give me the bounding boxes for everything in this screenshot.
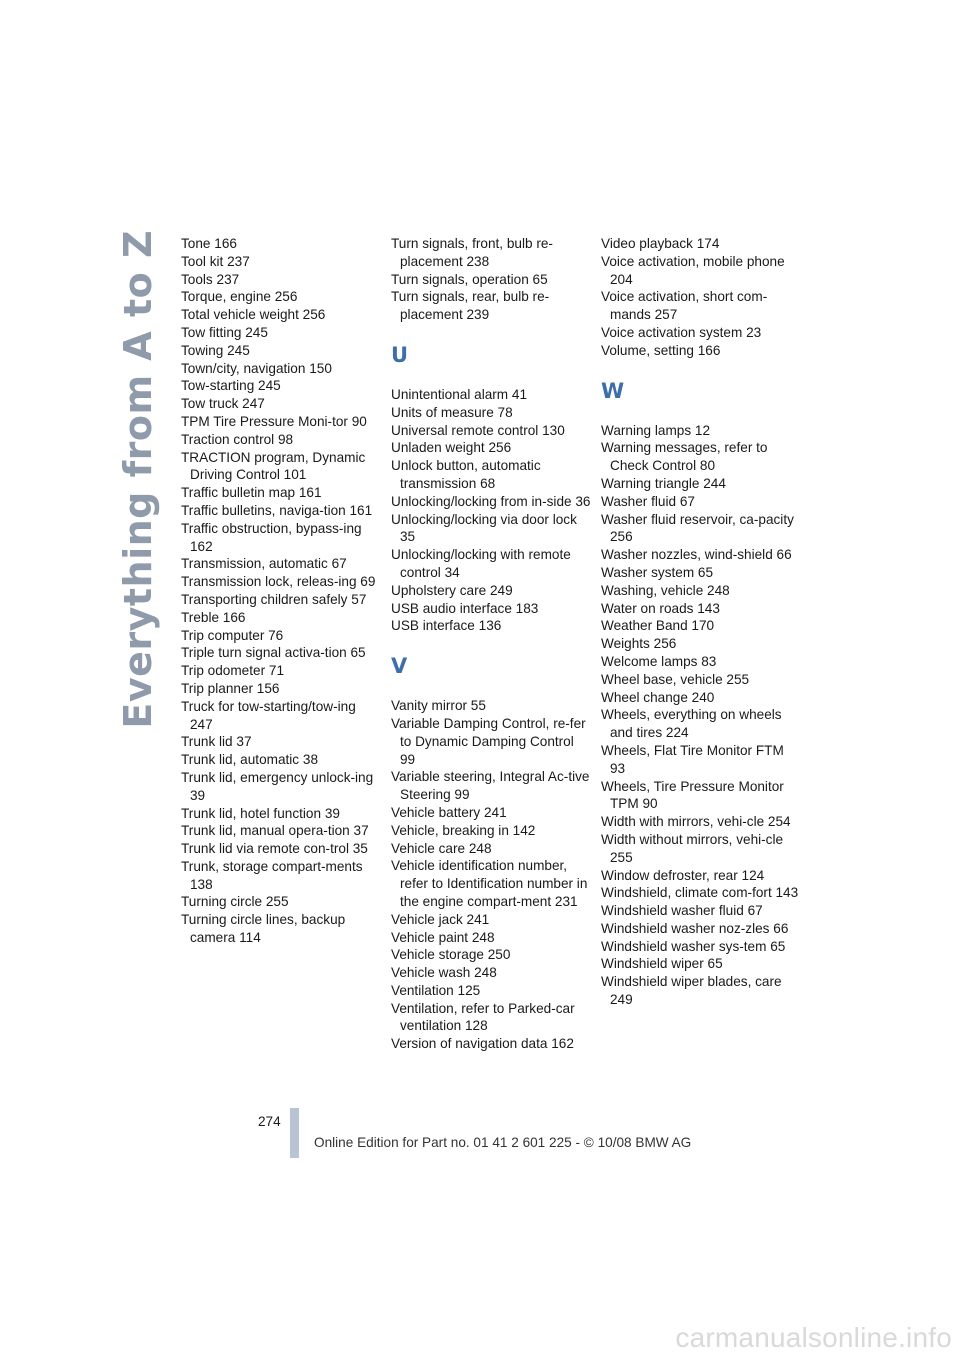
- index-entry: Wheels, everything on wheels and tires 224: [601, 707, 782, 741]
- index-entry: Trunk lid, hotel function 39: [181, 805, 340, 821]
- index-entry: Volume, setting 166: [601, 342, 721, 358]
- index-entry: Vehicle jack 241: [391, 911, 490, 927]
- index-entry: Units of measure 78: [391, 404, 513, 420]
- index-entry: Traffic bulletin map 161: [181, 485, 322, 501]
- index-entry: Turning circle 255: [181, 894, 289, 910]
- index-entry: Trunk, storage compart-ments 138: [181, 858, 363, 892]
- index-entry: Trunk lid, manual opera-tion 37: [181, 823, 369, 839]
- index-entry: Treble 166: [181, 609, 246, 625]
- index-entry: Wheels, Tire Pressure Monitor TPM 90: [601, 778, 784, 812]
- index-entry: Ventilation, refer to Parked-car ventilation 128: [391, 1000, 575, 1034]
- index-entry: Upholstery care 249: [391, 582, 513, 598]
- index-entry: Trip computer 76: [181, 627, 284, 643]
- index-entry: Towing 245: [181, 342, 250, 358]
- index-entry: Turn signals, operation 65: [391, 271, 548, 287]
- index-entry: USB audio interface 183: [391, 600, 539, 616]
- index-entry: Version of navigation data 162: [391, 1036, 574, 1052]
- index-entry: Total vehicle weight 256: [181, 307, 326, 323]
- index-entry: Width without mirrors, vehi-cle 255: [601, 831, 784, 865]
- watermark: carmanualsonline.info: [675, 1322, 952, 1353]
- index-entry: Unlocking/locking with remote control 34: [391, 547, 571, 580]
- index-entry: Windshield wiper blades, care 249: [601, 974, 782, 1008]
- index-entry: Voice activation system 23: [601, 324, 762, 340]
- index-entry: Washer nozzles, wind-shield 66: [601, 547, 792, 563]
- index-entry: Traction control 98: [181, 431, 294, 447]
- index-entry: Window defroster, rear 124: [601, 867, 765, 883]
- index-entry: Truck for tow-starting/tow-ing 247: [181, 698, 356, 732]
- index-entry: Vehicle wash 248: [391, 965, 497, 981]
- index-entry: Warning messages, refer to Check Control 80: [601, 440, 768, 474]
- index-entry: Warning lamps 12: [601, 422, 711, 438]
- index-entry: Video playback 174: [601, 236, 720, 251]
- index-entry: Tools 237: [181, 271, 240, 287]
- index-entry: Tow fitting 245: [181, 324, 268, 340]
- index-entry: Vehicle care 248: [391, 840, 492, 856]
- index-entry: Trunk lid, emergency unlock-ing 39: [181, 769, 374, 803]
- index-entry: Warning triangle 244: [601, 475, 726, 491]
- index-entry: Washer fluid 67: [601, 493, 695, 509]
- index-entry: Transmission lock, releas-ing 69: [181, 574, 376, 590]
- index-entry: Vehicle, breaking in 142: [391, 822, 536, 838]
- index-entry: Unlock button, automatic transmission 68: [391, 458, 541, 491]
- index-entry: Tow-starting 245: [181, 378, 281, 394]
- index-entry: Triple turn signal activa-tion 65: [181, 645, 366, 661]
- index-entry: Tone 166: [181, 236, 237, 251]
- index-entry: Weights 256: [601, 636, 677, 652]
- index-entry: Windshield, climate com-fort 143: [601, 885, 799, 901]
- letter-heading-v: V: [391, 654, 408, 679]
- index-entry: Vehicle storage 250: [391, 947, 511, 963]
- index-entry: Vehicle identification number, refer to Identification number in the engine compart-ment 231: [391, 858, 588, 909]
- index-entry: Variable steering, Integral Ac-tive Steering 99: [391, 769, 590, 803]
- index-entry: Windshield washer noz-zles 66: [601, 920, 789, 936]
- index-entry: Tool kit 237: [181, 253, 250, 269]
- footer-accent-bar: [290, 1108, 299, 1158]
- index-entry: Water on roads 143: [601, 600, 720, 616]
- index-entry: Variable Damping Control, re-fer to Dynamic Damping Control 99: [391, 715, 586, 767]
- index-column-2: [391, 235, 591, 1053]
- index-column-3: [601, 235, 799, 1009]
- index-entry: Washing, vehicle 248: [601, 582, 730, 598]
- index-entry: Trunk lid via remote con-trol 35: [181, 841, 368, 857]
- index-entry: Unintentional alarm 41: [391, 386, 528, 402]
- index-entry: Turn signals, front, bulb re-placement 238: [391, 236, 553, 269]
- index-entry: Turn signals, rear, bulb re-placement 239: [391, 289, 550, 323]
- index-entry: Vehicle battery 241: [391, 804, 507, 820]
- page-number: 274: [258, 1114, 281, 1129]
- index-entry: Ventilation 125: [391, 982, 481, 998]
- index-entry: Welcome lamps 83: [601, 653, 717, 669]
- index-entry: TRACTION program, Dynamic Driving Control 101: [181, 449, 366, 483]
- index-entry: Trunk lid 37: [181, 734, 252, 750]
- index-entry: Unlocking/locking from in-side 36: [391, 493, 591, 509]
- index-entry: Transporting children safely 57: [181, 591, 367, 607]
- index-entry: Weather Band 170: [601, 618, 715, 634]
- footer-edition-note: Online Edition for Part no. 01 41 2 601 225 - © 10/08 BMW AG: [314, 1135, 692, 1150]
- index-entry: Width with mirrors, vehi-cle 254: [601, 814, 791, 830]
- index-entry: Unladen weight 256: [391, 440, 512, 456]
- index-entry: TPM Tire Pressure Moni-tor 90: [181, 413, 367, 429]
- index-entry: Unlocking/locking via door lock 35: [391, 511, 577, 545]
- index-entry: Torque, engine 256: [181, 289, 298, 305]
- index-entry: Windshield wiper 65: [601, 956, 723, 972]
- index-entry: Traffic bulletins, naviga-tion 161: [181, 502, 373, 518]
- section-side-title: Everything from A to Z: [116, 230, 160, 729]
- index-entry: Voice activation, short com-mands 257: [601, 289, 768, 323]
- index-entry: Wheel change 240: [601, 689, 715, 705]
- index-entry: Universal remote control 130: [391, 422, 565, 438]
- index-column-1: [181, 235, 381, 947]
- letter-heading-w: W: [601, 378, 625, 403]
- letter-heading-u: U: [391, 342, 409, 367]
- index-entry: Transmission, automatic 67: [181, 556, 347, 572]
- index-entry: Washer system 65: [601, 564, 714, 580]
- index-entry: Tow truck 247: [181, 396, 265, 412]
- index-entry: Trip planner 156: [181, 680, 280, 696]
- index-entry: USB interface 136: [391, 618, 502, 634]
- index-entry: Wheel base, vehicle 255: [601, 671, 750, 687]
- index-entry: Turning circle lines, backup camera 114: [181, 912, 346, 946]
- index-entry: Vanity mirror 55: [391, 698, 486, 714]
- index-entry: Windshield washer sys-tem 65: [601, 938, 786, 954]
- index-entry: Wheels, Flat Tire Monitor FTM 93: [601, 742, 784, 776]
- index-entry: Voice activation, mobile phone 204: [601, 253, 785, 287]
- index-entry: Trunk lid, automatic 38: [181, 752, 319, 768]
- index-entry: Windshield washer fluid 67: [601, 903, 763, 919]
- index-entry: Traffic obstruction, bypass-ing 162: [181, 520, 362, 554]
- index-entry: Town/city, navigation 150: [181, 360, 332, 376]
- index-entry: Vehicle paint 248: [391, 929, 495, 945]
- index-entry: Trip odometer 71: [181, 663, 285, 679]
- index-entry: Washer fluid reservoir, ca-pacity 256: [601, 511, 794, 545]
